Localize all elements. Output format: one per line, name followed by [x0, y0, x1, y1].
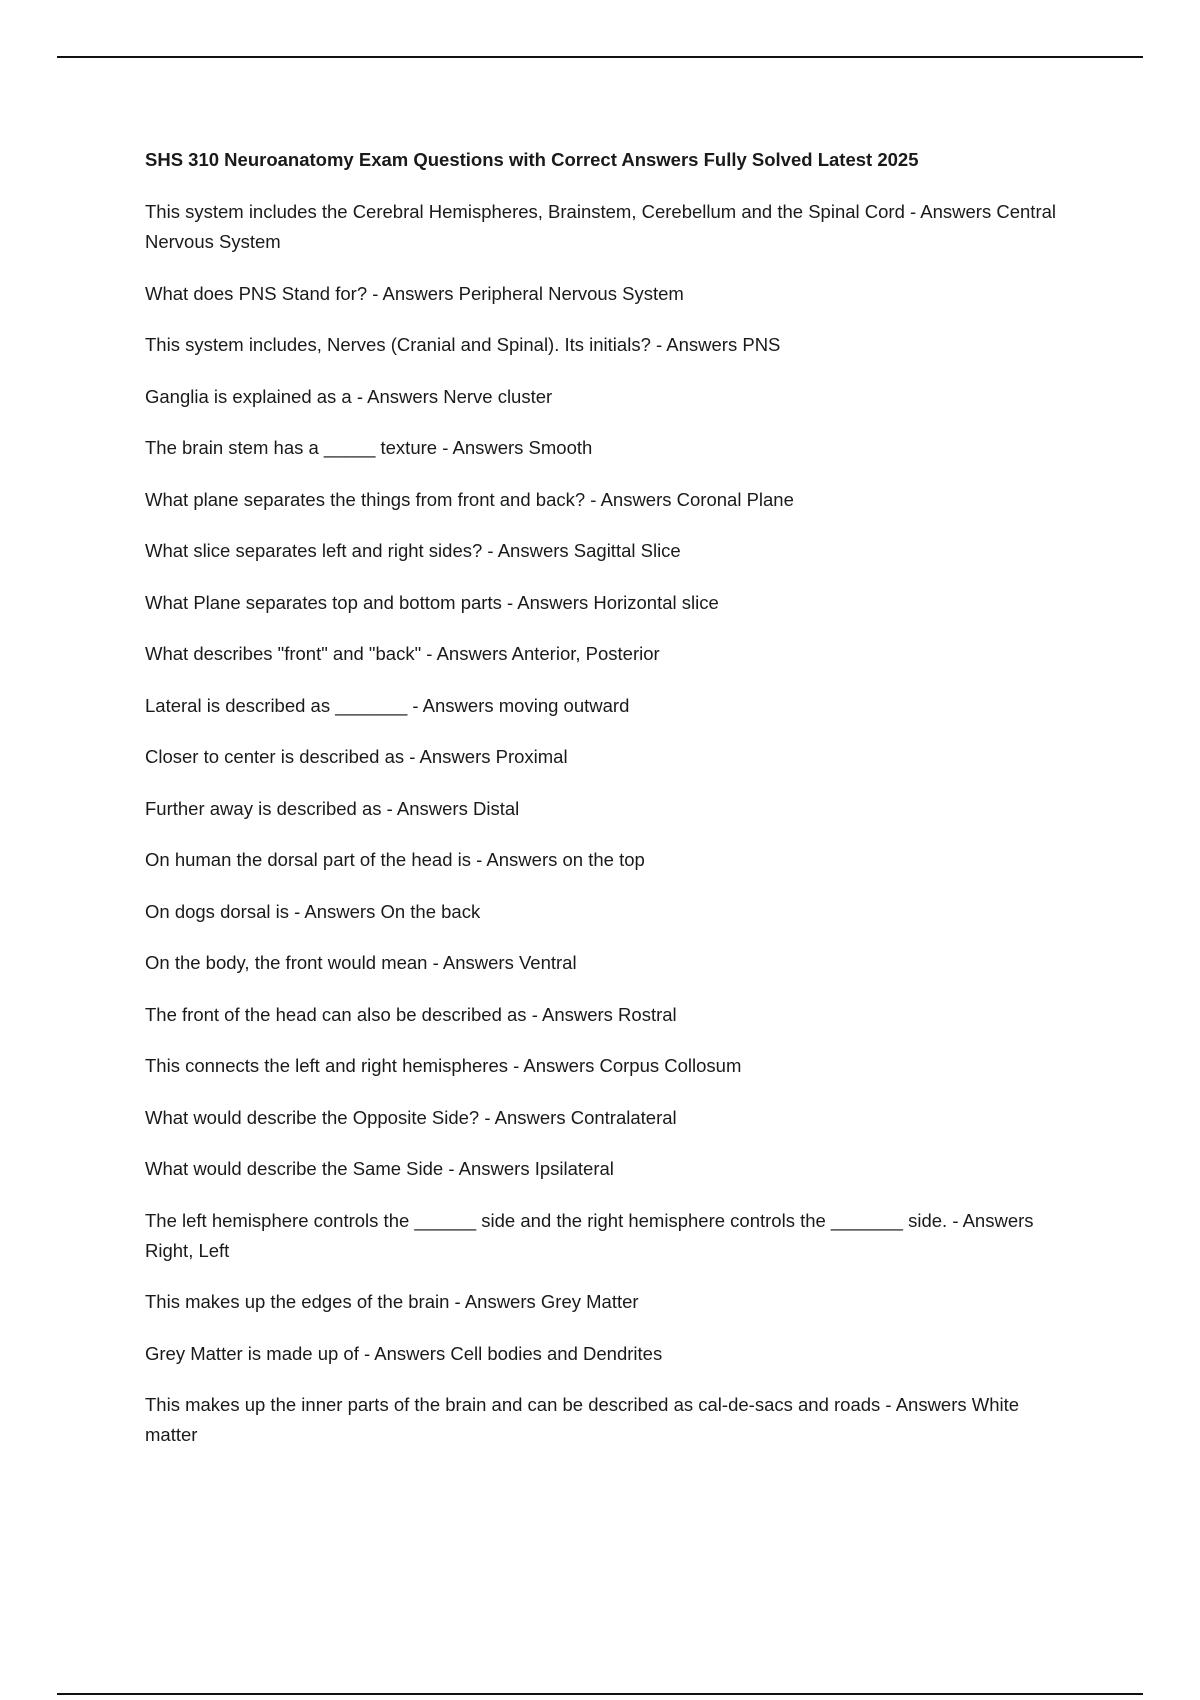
qa-item-2: What does PNS Stand for? - Answers Peripheral Nervous System [145, 282, 684, 304]
qa-item-12: Further away is described as - Answers Distal [145, 797, 520, 819]
qa-item-13: On human the dorsal part of the head is - Answers on the top [145, 849, 645, 870]
qa-item-4: Ganglia is explained as a - Answers Nerve cluster [145, 385, 553, 407]
header-divider [57, 56, 1143, 58]
qa-item-17: This connects the left and right hemispheres - Answers Corpus Collosum [145, 1055, 742, 1076]
qa-item-19: What would describe the Same Side - Answers Ipsilateral [145, 1158, 614, 1179]
qa-item-14: On dogs dorsal is - Answers On the back [145, 900, 481, 922]
qa-item-6: What plane separates the things from front and back? - Answers Coronal Plane [145, 488, 794, 510]
qa-item-21: This makes up the edges of the brain - Answers Grey Matter [145, 1291, 639, 1312]
footer-divider [57, 1693, 1143, 1695]
qa-item-8: What Plane separates top and bottom parts - Answers Horizontal slice [145, 591, 719, 613]
qa-item-3: This system includes, Nerves (Cranial and Spinal). Its initials? - Answers PNS [145, 334, 781, 355]
qa-item-10: Lateral is described as _______ - Answers moving outward [145, 694, 630, 716]
qa-item-15: On the body, the front would mean - Answers Ventral [145, 952, 577, 973]
qa-item-16: The front of the head can also be described as - Answers Rostral [145, 1003, 677, 1025]
document-body [145, 145, 1065, 1472]
qa-item-18: What would describe the Opposite Side? - Answers Contralateral [145, 1106, 677, 1128]
qa-list [145, 197, 1065, 1450]
qa-item-22: Grey Matter is made up of - Answers Cell bodies and Dendrites [145, 1342, 663, 1364]
qa-item-5: The brain stem has a _____ texture - Answers Smooth [145, 437, 593, 458]
qa-item-7: What slice separates left and right sides? - Answers Sagittal Slice [145, 540, 681, 561]
document-title: SHS 310 Neuroanatomy Exam Questions with Correct Answers Fully Solved Latest 2025 [145, 149, 919, 170]
qa-item-20: The left hemisphere controls the ______ side and the right hemisphere controls the _______ side. - Answers Right, Left [145, 1209, 1034, 1261]
qa-item-11: Closer to center is described as - Answers Proximal [145, 746, 568, 767]
qa-item-1: This system includes the Cerebral Hemispheres, Brainstem, Cerebellum and the Spinal Cord - Answers Central Nervous System [145, 201, 1056, 252]
qa-item-9: What describes "front" and "back" - Answers Anterior, Posterior [145, 643, 660, 664]
qa-item-23: This makes up the inner parts of the brain and can be described as cal-de-sacs and roads - Answers White matter [145, 1394, 1020, 1445]
